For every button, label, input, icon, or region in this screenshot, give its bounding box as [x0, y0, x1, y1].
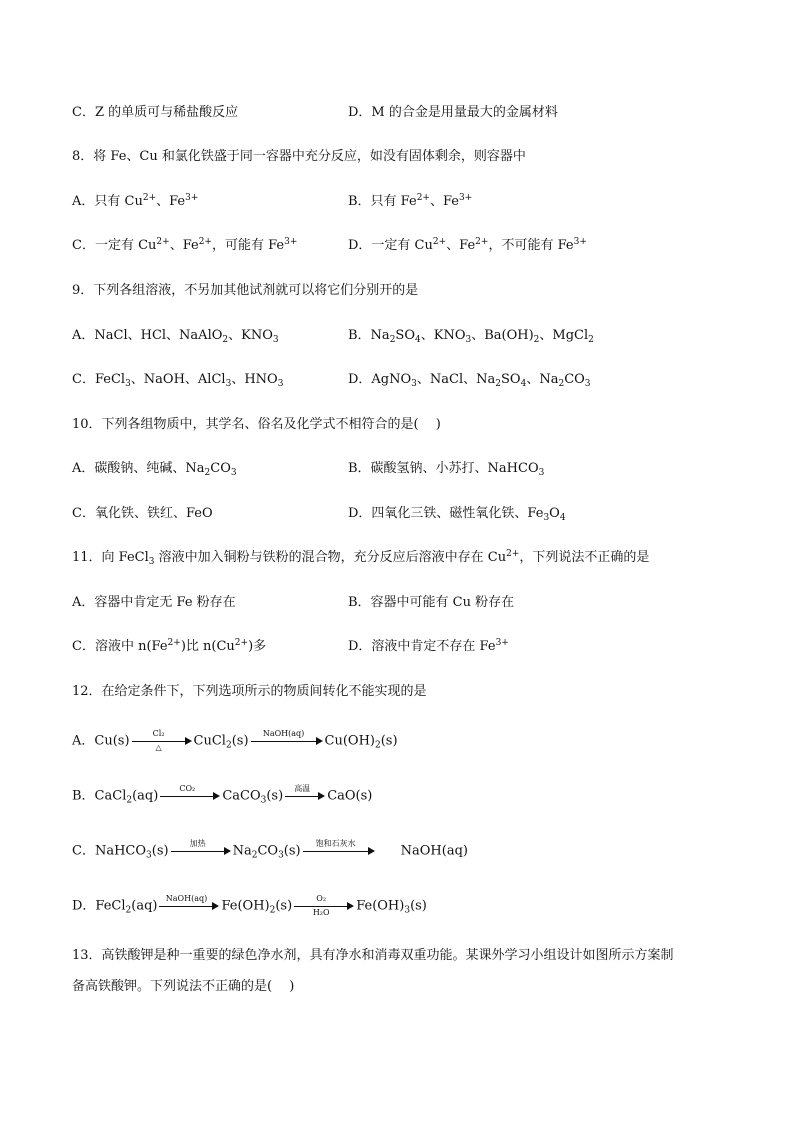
q10-option-c: C．氧化铁、铁红、FeO	[72, 506, 213, 521]
q11-option-a: A．容器中肯定无 Fe 粉存在	[72, 595, 236, 610]
q11-option-b: B．容器中可能有 Cu 粉存在	[348, 595, 515, 610]
q13-stem-line2: 备高铁酸钾。下列说法不正确的是( )	[72, 979, 295, 994]
reaction-arrow: 高温	[285, 787, 325, 805]
reaction-arrow: Cl₂ △	[132, 732, 192, 750]
q12-option-c: C．NaHCO$_3$(s) 加热 $Na_2CO_3(s)$ 饱和石灰水 NaOH(aq)	[72, 839, 468, 861]
q11-stem: 11．向 FeCl$_3$ 溶液中加入铜粉与铁粉的混合物，充分反应后溶液中存在 $Cu^{2+}$，下列说法不正确的是	[72, 549, 650, 567]
reaction-arrow: CO₂	[160, 787, 220, 805]
q11-option-c: C．溶液中 $n(Fe^{2+})$比 $n(Cu^{2+})$多	[72, 638, 267, 654]
q7-option-d: D．M 的合金是用量最大的金属材料	[348, 105, 558, 120]
q7-option-c: C．Z 的单质可与稀盐酸反应	[72, 105, 239, 120]
reaction-arrow: NaOH(aq)	[159, 897, 219, 915]
q12-option-b: B．CaCl$_2$(aq) CO₂ CaCO$_3$(s) 高温 CaO(s)	[72, 784, 373, 806]
q9-stem: 9．下列各组溶液，不另加其他试剂就可以将它们分别开的是	[72, 283, 419, 298]
q11-option-d: D．溶液中肯定不存在 $Fe^{3+}$	[348, 638, 509, 654]
q9-option-d: D．AgNO$_3$、NaCl、$Na_2SO_4$、$Na_2CO_3$	[348, 372, 591, 389]
reaction-arrow: NaOH(aq)	[251, 732, 323, 750]
q10-option-d: D．四氧化三铁、磁性氧化铁、$Fe_3O_4$	[348, 506, 566, 523]
q9-option-a: A．NaCl、HCl、NaAlO$_2$、$KNO_3$	[72, 328, 279, 345]
q13-stem-line1: 13．高铁酸钾是种一重要的绿色净水剂，具有净水和消毒双重功能。某课外学习小组设计如图所示方案制	[72, 948, 674, 963]
q8-option-a: A．只有 $Cu^{2+}$、$Fe^{3+}$	[72, 193, 199, 209]
q8-option-c: C．一定有 $Cu^{2+}$、$Fe^{2+}$，可能有 $Fe^{3+}$	[72, 237, 298, 253]
q12-option-d: D．FeCl$_2$(aq) NaOH(aq) $Fe(OH)_2(s)$ $\frac{\text{O₂}}{\text{H₂O}}$ $Fe(OH)_3(s)$	[72, 894, 427, 917]
q9-option-b: B．$Na_2SO_4$、$KNO_3$、$Ba(OH)_2$、MgCl$_2$	[348, 328, 594, 345]
q8-stem: 8．将 Fe、Cu 和氯化铁盛于同一容器中充分反应，如没有固体剩余，则容器中	[72, 149, 526, 164]
q10-option-b: B．碳酸氢钠、小苏打、NaHCO$_3$	[348, 461, 545, 478]
q10-option-a: A．碳酸钠、纯碱、$Na_2CO_3$	[72, 461, 237, 478]
reaction-arrow: 加热	[171, 842, 231, 860]
q10-stem: 10．下列各组物质中，其学名、俗名及化学式不相符合的是( )	[72, 417, 441, 432]
reaction-arrow: $\frac{\text{O₂}}{\text{H₂O}}$	[294, 897, 354, 915]
reaction-arrow: 饱和石灰水	[303, 842, 375, 860]
q12-stem: 12．在给定条件下，下列选项所示的物质间转化不能实现的是	[72, 684, 427, 699]
q8-option-d: D．一定有 $Cu^{2+}$、$Fe^{2+}$，不可能有 $Fe^{3+}$	[348, 237, 587, 253]
q9-option-c: C．FeCl$_3$、NaOH、AlCl$_3$、$HNO_3$	[72, 372, 284, 389]
q12-option-a: A．Cu(s) Cl₂ △ CuCl$_2$(s) NaOH(aq) $Cu(OH)_2(s)$	[72, 729, 398, 752]
q8-option-b: B．只有 $Fe^{2+}$、$Fe^{3+}$	[348, 193, 473, 209]
